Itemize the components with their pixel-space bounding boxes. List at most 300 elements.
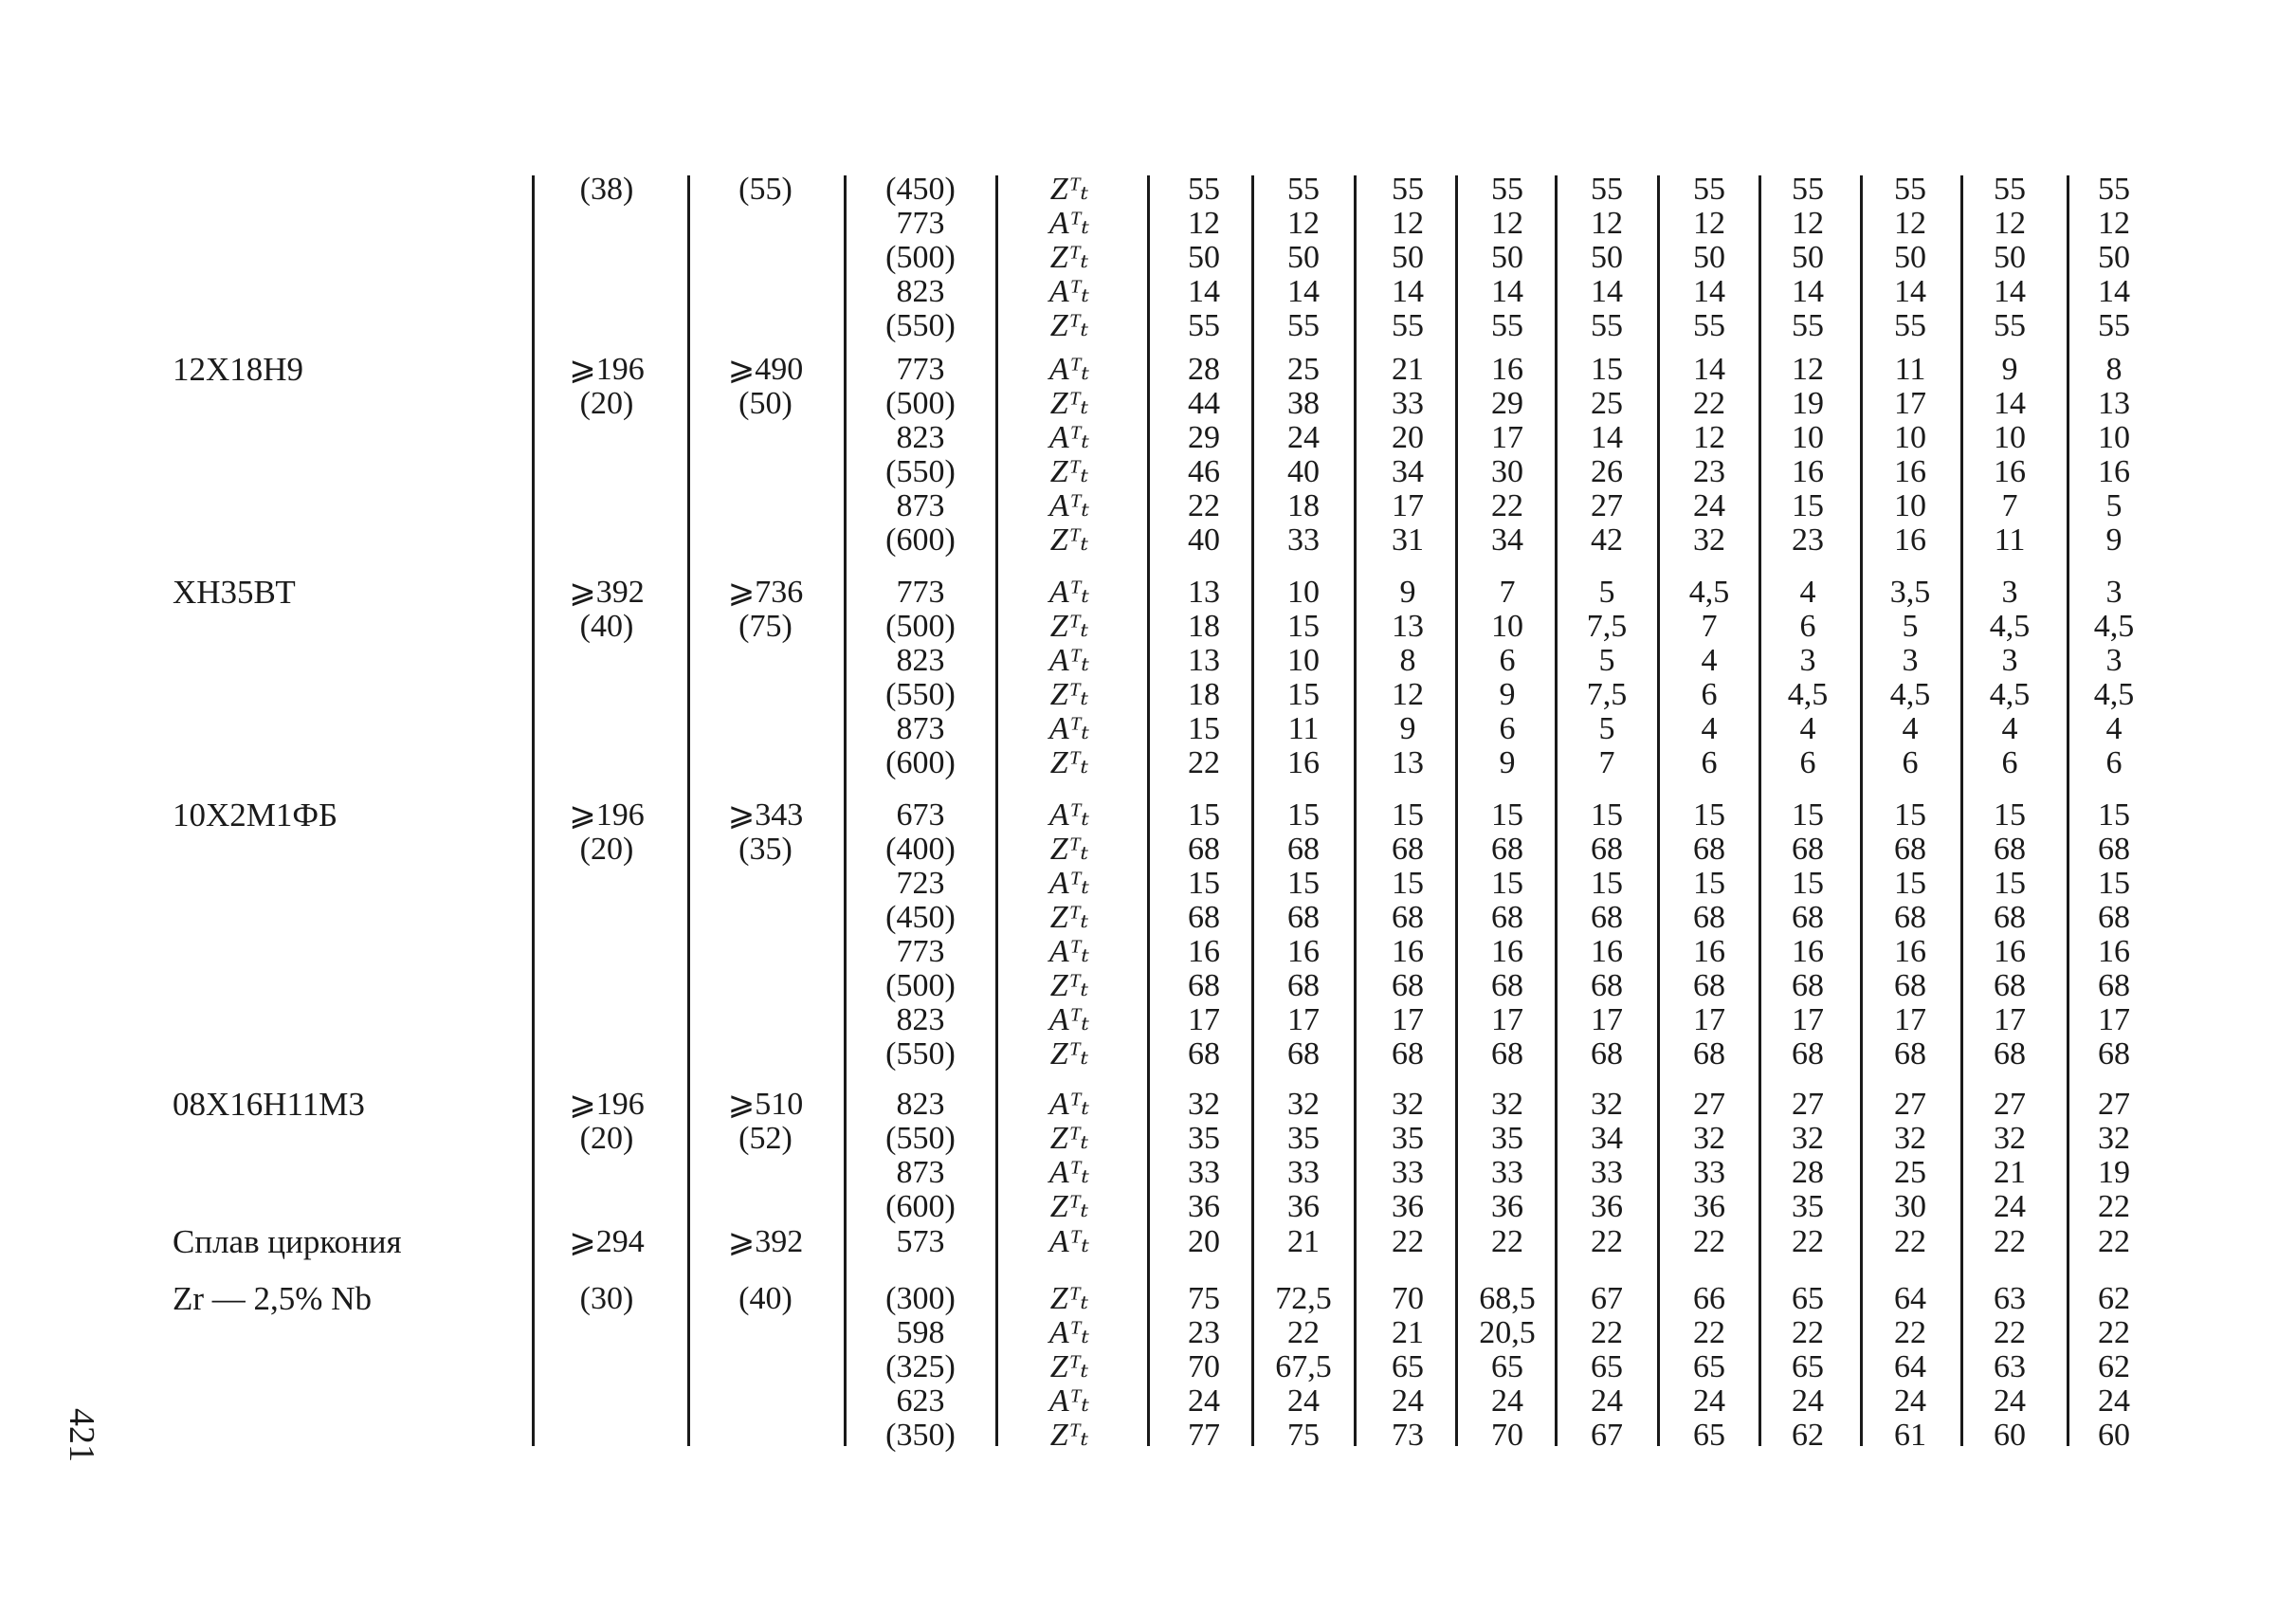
value-cell: 27 (2098, 1087, 2130, 1122)
value-cell: 15 (1792, 488, 1824, 523)
value-cell: 13 (1392, 609, 1424, 644)
value-cell: 15 (1693, 797, 1725, 833)
tensile-strength: ⩾510 (52) (727, 1087, 804, 1156)
value-cell: 15 (1591, 866, 1623, 901)
value-cell: 9 (1499, 677, 1516, 712)
value-cell: 68 (1188, 832, 1220, 867)
yield-strength: (38) (579, 172, 634, 207)
value-cell: 17 (1188, 1002, 1220, 1037)
value-cell: 15 (1287, 866, 1320, 901)
value-cell: 68 (1792, 1036, 1824, 1072)
value-cell: 68 (1287, 968, 1320, 1003)
value-cell: 36 (1392, 1189, 1424, 1224)
value-cell: 68 (2098, 1036, 2130, 1072)
temperature-cell: (500) (885, 386, 956, 421)
value-cell: 16 (1994, 454, 2026, 489)
value-cell: 36 (1188, 1189, 1220, 1224)
value-cell: 14 (1994, 274, 2026, 309)
value-cell: 29 (1188, 420, 1220, 455)
value-cell: 10 (1894, 420, 1926, 455)
value-cell: 33 (1287, 1155, 1320, 1190)
property-symbol: Aᵀₜ (1048, 575, 1090, 610)
value-cell: 19 (1792, 386, 1824, 421)
temperature-cell: (600) (885, 745, 956, 780)
value-cell: 32 (1591, 1087, 1623, 1122)
value-cell: 64 (1894, 1281, 1926, 1316)
tensile-strength: ⩾392 (727, 1224, 804, 1259)
value-cell: 55 (1491, 308, 1523, 343)
temperature-cell: (600) (885, 1189, 956, 1224)
value-cell: 27 (1994, 1087, 2026, 1122)
value-cell: 35 (1792, 1189, 1824, 1224)
value-cell: 34 (1392, 454, 1424, 489)
value-cell: 55 (2098, 308, 2130, 343)
value-cell: 28 (1792, 1155, 1824, 1190)
value-cell: 23 (1693, 454, 1725, 489)
temperature-cell: (550) (885, 1121, 956, 1156)
value-cell: 68 (1591, 1036, 1623, 1072)
value-cell: 68 (2098, 832, 2130, 867)
value-cell: 4 (1902, 711, 1919, 746)
value-cell: 15 (1392, 797, 1424, 833)
value-cell: 18 (1188, 609, 1220, 644)
value-cell: 33 (1693, 1155, 1725, 1190)
value-cell: 12 (1792, 206, 1824, 241)
yield-strength: ⩾392 (40) (569, 575, 645, 644)
value-cell: 24 (1792, 1383, 1824, 1419)
value-cell: 64 (1894, 1349, 1926, 1384)
value-cell: 68 (1693, 832, 1725, 867)
value-cell: 24 (1894, 1383, 1926, 1419)
value-cell: 6 (1701, 677, 1718, 712)
value-cell: 17 (1693, 1002, 1725, 1037)
value-cell: 50 (2098, 240, 2130, 275)
value-cell: 33 (1491, 1155, 1523, 1190)
temperature-cell: 773 (896, 575, 945, 610)
value-cell: 15 (1994, 866, 2026, 901)
property-symbol: Zᵀₜ (1049, 745, 1089, 780)
value-cell: 68 (1693, 900, 1725, 935)
temperature-cell: (450) (885, 900, 956, 935)
value-cell: 14 (1591, 274, 1623, 309)
value-cell: 33 (1591, 1155, 1623, 1190)
value-cell: 7 (1701, 609, 1718, 644)
material-name: Zr — 2,5% Nb (173, 1280, 372, 1317)
temperature-cell: (550) (885, 677, 956, 712)
property-symbol: Zᵀₜ (1049, 1121, 1089, 1156)
temperature-cell: 823 (896, 1002, 945, 1037)
value-cell: 17 (1491, 420, 1523, 455)
temperature-cell: (500) (885, 240, 956, 275)
value-cell: 65 (1392, 1349, 1424, 1384)
value-cell: 55 (1894, 308, 1926, 343)
value-cell: 14 (1591, 420, 1623, 455)
value-cell: 14 (1792, 274, 1824, 309)
value-cell: 63 (1994, 1281, 2026, 1316)
material-name: 12Х18Н9 (173, 351, 304, 388)
value-cell: 15 (1491, 797, 1523, 833)
value-cell: 13 (1392, 745, 1424, 780)
property-symbol: Zᵀₜ (1049, 522, 1089, 558)
property-symbol: Aᵀₜ (1048, 206, 1090, 241)
value-cell: 70 (1188, 1349, 1220, 1384)
value-cell: 17 (1491, 1002, 1523, 1037)
value-cell: 35 (1491, 1121, 1523, 1156)
value-cell: 60 (2098, 1418, 2130, 1453)
value-cell: 33 (1287, 522, 1320, 558)
value-cell: 21 (1994, 1155, 2026, 1190)
value-cell: 6 (1902, 745, 1919, 780)
value-cell: 5 (1598, 711, 1615, 746)
value-cell: 55 (1392, 172, 1424, 207)
column-rule (1960, 175, 1963, 1446)
yield-strength: ⩾196 (20) (569, 352, 645, 421)
value-cell: 66 (1693, 1281, 1725, 1316)
value-cell: 17 (1591, 1002, 1623, 1037)
value-cell: 16 (2098, 454, 2130, 489)
property-symbol: Zᵀₜ (1049, 900, 1089, 935)
value-cell: 4,5 (1688, 575, 1730, 610)
value-cell: 12 (1894, 206, 1926, 241)
value-cell: 65 (1693, 1418, 1725, 1453)
tensile-strength: ⩾490 (50) (727, 352, 804, 421)
value-cell: 15 (1287, 797, 1320, 833)
value-cell: 17 (1287, 1002, 1320, 1037)
value-cell: 18 (1188, 677, 1220, 712)
value-cell: 31 (1392, 522, 1424, 558)
value-cell: 50 (1693, 240, 1725, 275)
value-cell: 8 (1399, 643, 1416, 678)
value-cell: 12 (1491, 206, 1523, 241)
value-cell: 22 (2098, 1315, 2130, 1350)
value-cell: 68 (1994, 1036, 2026, 1072)
value-cell: 33 (1392, 386, 1424, 421)
value-cell: 24 (1693, 488, 1725, 523)
temperature-cell: (450) (885, 172, 956, 207)
column-rule (995, 175, 998, 1446)
value-cell: 68 (1491, 1036, 1523, 1072)
value-cell: 22 (1188, 488, 1220, 523)
value-cell: 22 (1894, 1224, 1926, 1259)
value-cell: 22 (1693, 1224, 1725, 1259)
value-cell: 32 (1792, 1121, 1824, 1156)
value-cell: 4,5 (1989, 677, 2031, 712)
value-cell: 36 (1287, 1189, 1320, 1224)
material-name: 10Х2М1ФБ (173, 797, 338, 833)
value-cell: 22 (1792, 1224, 1824, 1259)
temperature-cell: (325) (885, 1349, 956, 1384)
value-cell: 40 (1287, 454, 1320, 489)
value-cell: 68 (1894, 900, 1926, 935)
property-symbol: Aᵀₜ (1048, 420, 1090, 455)
value-cell: 22 (1792, 1315, 1824, 1350)
temperature-cell: (600) (885, 522, 956, 558)
value-cell: 12 (1392, 206, 1424, 241)
value-cell: 67 (1591, 1281, 1623, 1316)
value-cell: 44 (1188, 386, 1220, 421)
value-cell: 15 (1188, 711, 1220, 746)
material-name: 08Х16Н11М3 (173, 1086, 365, 1123)
value-cell: 4 (2105, 711, 2123, 746)
value-cell: 55 (1287, 308, 1320, 343)
value-cell: 65 (1693, 1349, 1725, 1384)
value-cell: 21 (1392, 352, 1424, 387)
value-cell: 15 (1792, 797, 1824, 833)
value-cell: 9 (2001, 352, 2018, 387)
value-cell: 68 (1491, 832, 1523, 867)
value-cell: 20,5 (1479, 1315, 1536, 1350)
value-cell: 25 (1287, 352, 1320, 387)
value-cell: 13 (1188, 575, 1220, 610)
value-cell: 10 (1287, 643, 1320, 678)
value-cell: 16 (1491, 934, 1523, 969)
property-symbol: Zᵀₜ (1049, 308, 1089, 343)
value-cell: 6 (1799, 745, 1816, 780)
value-cell: 62 (1792, 1418, 1824, 1453)
value-cell: 35 (1188, 1121, 1220, 1156)
value-cell: 10 (1792, 420, 1824, 455)
value-cell: 3 (2001, 643, 2018, 678)
value-cell: 21 (1287, 1224, 1320, 1259)
value-cell: 68 (1491, 968, 1523, 1003)
temperature-cell: 873 (896, 1155, 945, 1190)
value-cell: 24 (1491, 1383, 1523, 1419)
property-symbol: Aᵀₜ (1048, 274, 1090, 309)
value-cell: 15 (1693, 866, 1725, 901)
value-cell: 55 (2098, 172, 2130, 207)
value-cell: 10 (1894, 488, 1926, 523)
value-cell: 55 (1994, 172, 2026, 207)
value-cell: 25 (1591, 386, 1623, 421)
value-cell: 73 (1392, 1418, 1424, 1453)
value-cell: 68 (1894, 1036, 1926, 1072)
value-cell: 7 (1598, 745, 1615, 780)
value-cell: 16 (1591, 934, 1623, 969)
value-cell: 9 (1399, 711, 1416, 746)
value-cell: 65 (1792, 1281, 1824, 1316)
property-symbol: Zᵀₜ (1049, 677, 1089, 712)
value-cell: 24 (1188, 1383, 1220, 1419)
value-cell: 6 (2105, 745, 2123, 780)
value-cell: 68 (1188, 1036, 1220, 1072)
property-symbol: Zᵀₜ (1049, 172, 1089, 207)
temperature-cell: (300) (885, 1281, 956, 1316)
value-cell: 14 (1894, 274, 1926, 309)
value-cell: 50 (1491, 240, 1523, 275)
value-cell: 9 (2105, 522, 2123, 558)
value-cell: 32 (1491, 1087, 1523, 1122)
value-cell: 3 (2105, 643, 2123, 678)
column-rule (532, 175, 535, 1446)
value-cell: 17 (1792, 1002, 1824, 1037)
value-cell: 22 (1491, 488, 1523, 523)
value-cell: 32 (1188, 1087, 1220, 1122)
value-cell: 62 (2098, 1281, 2130, 1316)
value-cell: 4 (1701, 711, 1718, 746)
value-cell: 26 (1591, 454, 1623, 489)
value-cell: 68 (1994, 968, 2026, 1003)
value-cell: 55 (1287, 172, 1320, 207)
value-cell: 16 (1392, 934, 1424, 969)
property-symbol: Aᵀₜ (1048, 1087, 1090, 1122)
value-cell: 55 (1792, 172, 1824, 207)
property-symbol: Zᵀₜ (1049, 1189, 1089, 1224)
value-cell: 35 (1287, 1121, 1320, 1156)
value-cell: 14 (1188, 274, 1220, 309)
value-cell: 28 (1188, 352, 1220, 387)
value-cell: 21 (1392, 1315, 1424, 1350)
value-cell: 68 (1894, 968, 1926, 1003)
value-cell: 19 (2098, 1155, 2130, 1190)
value-cell: 16 (1994, 934, 2026, 969)
value-cell: 4 (1701, 643, 1718, 678)
value-cell: 17 (1392, 488, 1424, 523)
value-cell: 4,5 (1989, 609, 2031, 644)
value-cell: 15 (1894, 797, 1926, 833)
value-cell: 4,5 (1787, 677, 1829, 712)
value-cell: 10 (1287, 575, 1320, 610)
value-cell: 68 (1693, 968, 1725, 1003)
value-cell: 6 (1799, 609, 1816, 644)
temperature-cell: (400) (885, 832, 956, 867)
value-cell: 67,5 (1275, 1349, 1332, 1384)
value-cell: 15 (1894, 866, 1926, 901)
temperature-cell: (550) (885, 1036, 956, 1072)
value-cell: 55 (1188, 308, 1220, 343)
property-symbol: Zᵀₜ (1049, 832, 1089, 867)
column-rule (1354, 175, 1357, 1446)
value-cell: 6 (1499, 711, 1516, 746)
value-cell: 24 (1287, 420, 1320, 455)
value-cell: 68 (1392, 832, 1424, 867)
value-cell: 27 (1591, 488, 1623, 523)
property-symbol: Aᵀₜ (1048, 1383, 1090, 1419)
value-cell: 34 (1491, 522, 1523, 558)
value-cell: 14 (1392, 274, 1424, 309)
value-cell: 23 (1792, 522, 1824, 558)
value-cell: 11 (1994, 522, 2026, 558)
column-rule (2067, 175, 2069, 1446)
temperature-cell: 623 (896, 1383, 945, 1419)
value-cell: 3 (2105, 575, 2123, 610)
temperature-cell: 823 (896, 420, 945, 455)
value-cell: 15 (2098, 866, 2130, 901)
value-cell: 22 (1994, 1224, 2026, 1259)
value-cell: 50 (1994, 240, 2026, 275)
value-cell: 55 (1591, 172, 1623, 207)
value-cell: 68 (1591, 900, 1623, 935)
value-cell: 36 (1491, 1189, 1523, 1224)
value-cell: 17 (2098, 1002, 2130, 1037)
value-cell: 55 (1591, 308, 1623, 343)
property-symbol: Aᵀₜ (1048, 488, 1090, 523)
value-cell: 10 (1994, 420, 2026, 455)
value-cell: 75 (1287, 1418, 1320, 1453)
property-symbol: Zᵀₜ (1049, 968, 1089, 1003)
value-cell: 24 (1994, 1383, 2026, 1419)
value-cell: 13 (1188, 643, 1220, 678)
value-cell: 63 (1994, 1349, 2026, 1384)
value-cell: 3,5 (1889, 575, 1931, 610)
value-cell: 70 (1491, 1418, 1523, 1453)
value-cell: 60 (1994, 1418, 2026, 1453)
value-cell: 32 (1693, 1121, 1725, 1156)
value-cell: 9 (1399, 575, 1416, 610)
value-cell: 22 (1994, 1315, 2026, 1350)
temperature-cell: 823 (896, 643, 945, 678)
value-cell: 16 (1894, 934, 1926, 969)
value-cell: 17 (1894, 1002, 1926, 1037)
property-symbol: Zᵀₜ (1049, 609, 1089, 644)
value-cell: 4 (2001, 711, 2018, 746)
value-cell: 11 (1287, 711, 1320, 746)
value-cell: 16 (2098, 934, 2130, 969)
property-symbol: Zᵀₜ (1049, 1281, 1089, 1316)
value-cell: 33 (1392, 1155, 1424, 1190)
value-cell: 18 (1287, 488, 1320, 523)
value-cell: 22 (1591, 1315, 1623, 1350)
yield-strength: ⩾196 (20) (569, 797, 645, 867)
value-cell: 5 (1598, 575, 1615, 610)
value-cell: 65 (1491, 1349, 1523, 1384)
temperature-cell: 598 (896, 1315, 945, 1350)
value-cell: 62 (2098, 1349, 2130, 1384)
value-cell: 13 (2098, 386, 2130, 421)
value-cell: 12 (1994, 206, 2026, 241)
value-cell: 8 (2105, 352, 2123, 387)
property-symbol: Zᵀₜ (1049, 1349, 1089, 1384)
value-cell: 68 (1894, 832, 1926, 867)
value-cell: 17 (1894, 386, 1926, 421)
value-cell: 12 (1792, 352, 1824, 387)
temperature-cell: (550) (885, 454, 956, 489)
value-cell: 24 (1994, 1189, 2026, 1224)
value-cell: 22 (1491, 1224, 1523, 1259)
value-cell: 16 (1894, 522, 1926, 558)
value-cell: 32 (1392, 1087, 1424, 1122)
temperature-cell: 773 (896, 352, 945, 387)
material-name: ХН35ВТ (173, 574, 296, 611)
value-cell: 20 (1392, 420, 1424, 455)
value-cell: 68 (1792, 900, 1824, 935)
value-cell: 55 (1693, 308, 1725, 343)
value-cell: 55 (1188, 172, 1220, 207)
value-cell: 5 (1598, 643, 1615, 678)
tensile-strength: ⩾736 (75) (727, 575, 804, 644)
value-cell: 40 (1188, 522, 1220, 558)
value-cell: 68 (1994, 832, 2026, 867)
property-symbol: Zᵀₜ (1049, 240, 1089, 275)
value-cell: 30 (1491, 454, 1523, 489)
value-cell: 75 (1188, 1281, 1220, 1316)
value-cell: 25 (1894, 1155, 1926, 1190)
value-cell: 6 (1499, 643, 1516, 678)
value-cell: 50 (1287, 240, 1320, 275)
column-rule (1758, 175, 1761, 1446)
temperature-cell: 873 (896, 488, 945, 523)
value-cell: 14 (1693, 352, 1725, 387)
value-cell: 68 (1188, 968, 1220, 1003)
column-rule (1860, 175, 1863, 1446)
value-cell: 4,5 (2093, 609, 2135, 644)
value-cell: 15 (1994, 797, 2026, 833)
value-cell: 22 (1392, 1224, 1424, 1259)
value-cell: 50 (1392, 240, 1424, 275)
property-symbol: Aᵀₜ (1048, 866, 1090, 901)
value-cell: 27 (1894, 1087, 1926, 1122)
column-rule (1555, 175, 1558, 1446)
value-cell: 7 (2001, 488, 2018, 523)
